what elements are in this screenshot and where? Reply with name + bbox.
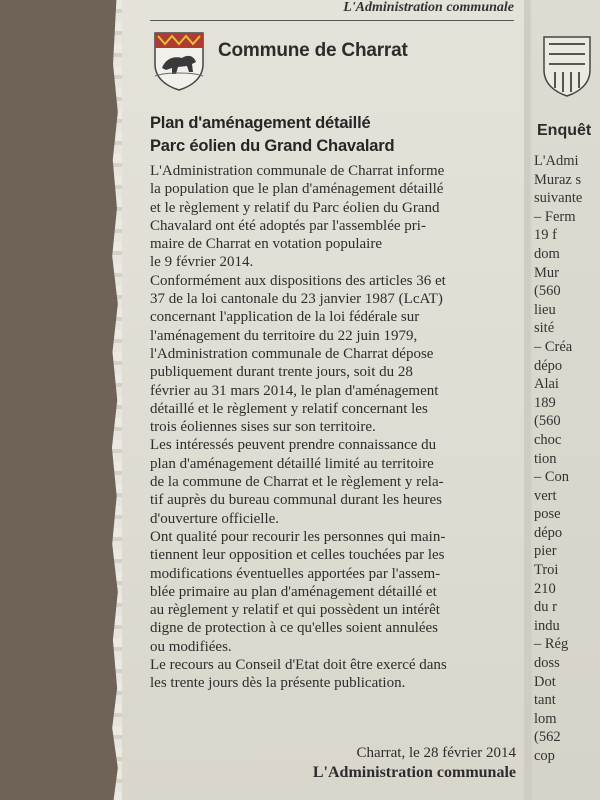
right-line: 19 f [534, 227, 557, 244]
body-line: tiennent leur opposition et celles touchées par les [150, 547, 445, 564]
body-line: tif auprès du bureau communal durant les heures [150, 492, 442, 509]
right-line: (560 [534, 283, 561, 300]
right-line: lom [534, 710, 557, 727]
right-line: cop [534, 748, 555, 764]
right-line: Dot [534, 673, 556, 690]
body-line: maire de Charrat en votation populaire [150, 236, 382, 253]
right-line: tion [534, 450, 557, 467]
signature-place-date: Charrat, le 28 février 2014 [356, 745, 516, 761]
right-line: vert [534, 487, 557, 504]
body-line: plan d'aménagement détaillé limité au territoire [150, 455, 434, 472]
body-line: ou modifiées. [150, 638, 232, 655]
signature-block [313, 743, 516, 783]
notice-headline [150, 112, 520, 158]
right-line: indu [534, 617, 560, 634]
right-line: Alai [534, 376, 559, 393]
right-line: 210 [534, 580, 556, 597]
headline-line-1: Plan d'aménagement détaillé [150, 114, 371, 132]
commune-title: Commune de Charrat [218, 40, 408, 61]
charrat-coat-of-arms-icon [152, 30, 206, 92]
body-line: au règlement y relatif et qui possèdent un intérêt [150, 602, 440, 619]
right-line: sité [534, 320, 555, 337]
right-line: suivante [534, 190, 583, 207]
right-line: – Ferm [534, 208, 576, 225]
right-column-text [534, 152, 582, 766]
right-line: choc [534, 431, 562, 448]
body-line: d'ouverture officielle. [150, 510, 280, 527]
right-line: – Con [534, 469, 570, 486]
body-line: digne de protection à ce qu'elles soient annulées [150, 620, 439, 637]
right-line: (560 [534, 413, 561, 430]
body-line: L'Administration communale de Charrat informe [150, 163, 445, 179]
right-line: pose [534, 506, 561, 523]
right-line: pier [534, 543, 557, 560]
headline-line-2: Parc éolien du Grand Chavalard [150, 137, 395, 155]
body-line: Conformément aux dispositions des articles 36 et [150, 272, 446, 289]
body-line: modifications éventuelles apportées par l'assem- [150, 565, 441, 582]
right-line: tant [534, 692, 556, 709]
running-head [150, 0, 514, 21]
body-line: concernant l'application de la loi fédérale sur [150, 309, 420, 326]
right-line: dépo [534, 357, 563, 374]
body-line: le 9 février 2014. [150, 254, 254, 271]
right-line: Troi [534, 562, 559, 579]
right-line: Mur [534, 264, 559, 281]
body-line: les trente jours dès la présente publication. [150, 675, 406, 692]
body-line: et le règlement y relatif du Parc éolien du Grand [150, 199, 440, 216]
right-line: doss [534, 655, 560, 672]
right-column-heading: Enquêt [537, 122, 592, 139]
body-line: Chavalard ont été adoptés par l'assemblée pri- [150, 217, 426, 234]
body-line: février au 31 mars 2014, le plan d'aménagement [150, 382, 439, 399]
body-line: l'Administration communale de Charrat dépose [150, 345, 434, 362]
right-line: dépo [534, 524, 563, 541]
right-line: Muraz s [534, 171, 582, 188]
coat-of-arms-icon [541, 34, 593, 98]
right-line: 189 [534, 394, 556, 411]
notice-body [150, 162, 520, 693]
body-line: l'aménagement du territoire du 22 juin 1979, [150, 327, 418, 344]
body-line: de la commune de Charrat et le règlement y rela- [150, 474, 444, 491]
body-line: Les intéressés peuvent prendre connaissance du [150, 437, 437, 454]
signature-org: L'Administration communale [312, 764, 516, 781]
body-line: 37 de la loi cantonale du 23 janvier 1987 (LcAT) [150, 291, 443, 308]
body-line: Le recours au Conseil d'Etat doit être exercé dans [150, 657, 447, 674]
right-line: lieu [534, 301, 556, 318]
body-line: détaillé et le règlement y relatif concernant les [150, 400, 428, 417]
right-line: dom [534, 245, 560, 262]
running-head-text: L'Administration communale [343, 0, 514, 15]
right-line: – Créa [534, 338, 573, 355]
body-line: blée primaire au plan d'aménagement détaillé et [150, 583, 437, 600]
right-line: (562 [534, 729, 561, 746]
body-line: Ont qualité pour recourir les personnes qui main- [150, 528, 446, 545]
body-line: trois éoliennes sises sur son territoire. [150, 419, 376, 436]
body-line: publiquement durant trente jours, soit du 28 [150, 364, 413, 381]
right-line: – Rég [534, 636, 569, 653]
right-line: du r [534, 599, 557, 616]
body-line: la population que le plan d'aménagement détaillé [150, 181, 444, 198]
right-line: L'Admi [534, 153, 579, 169]
